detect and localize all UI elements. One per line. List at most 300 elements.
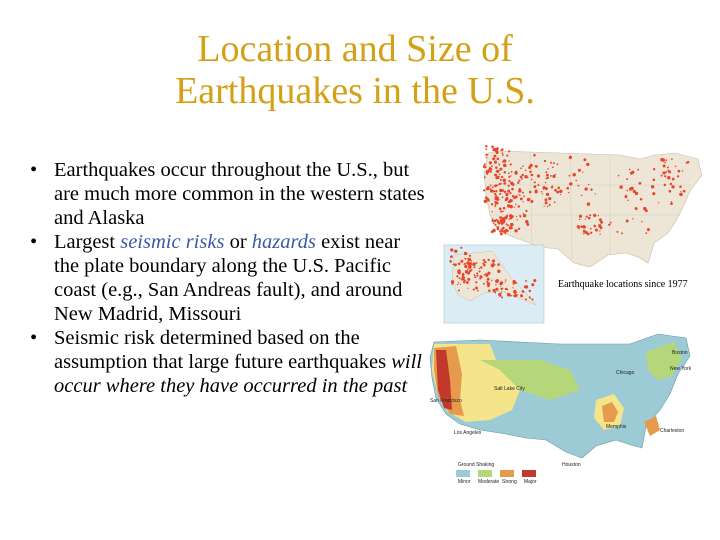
quake-dot <box>506 224 508 226</box>
quake-dot <box>525 298 527 300</box>
quake-dot <box>569 156 572 159</box>
quake-dot <box>577 225 580 228</box>
quake-dot <box>499 189 502 192</box>
quake-dot <box>499 193 501 195</box>
quake-dot <box>599 218 602 221</box>
quake-dot <box>626 190 627 191</box>
quake-dot <box>547 206 548 207</box>
quake-dot <box>493 146 494 147</box>
quake-dot <box>452 264 454 266</box>
quake-dot <box>471 260 472 261</box>
quake-dot <box>520 198 523 201</box>
quake-dot <box>464 258 466 260</box>
quake-dot <box>529 170 532 173</box>
quake-dot <box>545 171 547 173</box>
quake-dot <box>495 190 497 192</box>
quake-dot <box>496 227 498 229</box>
quake-dot <box>589 214 591 216</box>
bullet-text-post: exist near the plate boundary along the U.S. Pacific coast (e.g., San Andreas fault), and around New Madrid, Missouri <box>54 231 403 325</box>
quake-dot <box>631 171 634 174</box>
quake-dot <box>533 185 536 188</box>
quake-dot <box>495 280 499 284</box>
quake-dot <box>490 188 492 190</box>
quake-dot <box>626 178 628 180</box>
quake-dot <box>552 166 554 168</box>
quake-dot <box>501 152 503 154</box>
quake-dot <box>635 192 638 195</box>
quake-dot <box>590 188 592 190</box>
quake-dot <box>462 278 465 281</box>
quake-dot <box>512 195 515 198</box>
quake-dot <box>494 155 497 158</box>
quake-dot <box>466 281 469 284</box>
quake-dot <box>630 187 634 191</box>
label-new-york: New York <box>670 366 692 372</box>
quake-dot <box>494 173 497 176</box>
quake-dot <box>495 196 496 197</box>
quake-dot <box>531 283 534 286</box>
quake-dot <box>525 280 527 282</box>
quake-dot <box>544 205 545 206</box>
quake-dot <box>483 283 485 285</box>
quake-dot <box>499 216 502 219</box>
label-san-francisco: San Francisco <box>430 398 462 404</box>
quake-dot <box>513 283 514 284</box>
quake-dot <box>518 180 520 182</box>
quake-dot <box>530 200 533 203</box>
quake-dot <box>477 290 479 292</box>
quake-dot <box>670 202 673 205</box>
quake-dot <box>476 275 478 277</box>
quake-dot <box>584 218 585 219</box>
quake-dot <box>489 161 492 164</box>
quake-dot <box>579 215 582 218</box>
hazard-legend <box>456 470 536 477</box>
quake-dot <box>665 171 667 173</box>
quake-dot <box>457 284 458 285</box>
quake-dot <box>488 289 491 292</box>
legend-label-minor: Minor <box>458 479 471 485</box>
quake-dot <box>494 161 497 164</box>
quake-dot <box>555 174 556 175</box>
map-caption: Earthquake locations since 1977 <box>558 279 688 290</box>
quake-dot <box>511 171 513 173</box>
alaska-map <box>444 245 544 323</box>
quake-dot <box>508 172 510 174</box>
quake-dot <box>640 198 643 201</box>
quake-dot <box>590 228 592 230</box>
legend-swatch-strong <box>500 470 514 477</box>
quake-dot <box>548 197 551 200</box>
quake-dot <box>499 207 502 210</box>
quake-dot <box>506 155 508 157</box>
quake-dot <box>512 280 515 283</box>
quake-dot <box>503 211 504 212</box>
quake-dot <box>533 279 536 282</box>
quake-dot <box>463 281 466 284</box>
quake-dot <box>525 170 527 172</box>
quake-dot <box>458 262 461 265</box>
quake-dot <box>515 196 518 199</box>
quake-dot <box>516 292 517 293</box>
quake-dot <box>514 293 516 295</box>
quake-dot <box>491 211 492 212</box>
quake-dot <box>467 258 470 261</box>
quake-dot <box>510 163 512 165</box>
quake-dot <box>449 260 451 262</box>
quake-dot <box>499 168 502 171</box>
quake-dot <box>467 272 470 275</box>
label-chicago: Chicago <box>616 370 635 376</box>
quake-dot <box>496 219 498 221</box>
quake-dot <box>496 170 498 172</box>
quake-dot <box>541 191 543 193</box>
quake-dot <box>510 223 514 227</box>
quake-dot <box>543 189 544 190</box>
quake-dot <box>514 229 517 232</box>
quake-dot <box>522 165 524 167</box>
quake-dot <box>491 165 493 167</box>
quake-dot <box>496 184 498 186</box>
quake-dot <box>514 171 517 174</box>
quake-dot <box>484 166 486 168</box>
quake-dot <box>584 187 587 190</box>
legend-swatch-major <box>522 470 536 477</box>
quake-dot <box>501 176 503 178</box>
quake-dot <box>511 188 514 191</box>
quake-dot <box>549 204 551 206</box>
quake-dot <box>451 282 453 284</box>
slide-title <box>60 28 650 112</box>
quake-dot <box>671 158 673 160</box>
quake-dot <box>502 288 503 289</box>
quake-dot <box>492 186 494 188</box>
quake-dot <box>479 268 480 269</box>
quake-dot <box>472 262 476 266</box>
quake-dot <box>485 154 487 156</box>
quake-dot <box>495 196 498 199</box>
quake-dot <box>500 232 503 235</box>
quake-dot <box>529 164 532 167</box>
quake-dot <box>546 193 549 196</box>
seismic-hazard-map <box>420 330 710 490</box>
quake-dot <box>583 233 585 235</box>
quake-dot <box>629 169 631 171</box>
quake-dot <box>522 192 524 194</box>
quake-dot <box>579 219 581 221</box>
quake-dot <box>509 201 512 204</box>
quake-dot <box>581 195 583 197</box>
quake-dot <box>531 179 533 181</box>
emphasis-seismic-risks: seismic risks <box>120 231 225 253</box>
quake-dot <box>503 207 506 210</box>
quake-dot <box>503 219 505 221</box>
quake-dot <box>534 190 537 193</box>
quake-dot <box>466 261 469 264</box>
quake-dot <box>582 225 586 229</box>
quake-dot <box>499 230 501 232</box>
quake-dot <box>493 223 494 224</box>
quake-dot <box>500 210 502 212</box>
quake-dot <box>610 222 612 224</box>
quake-dot <box>450 255 453 258</box>
quake-dot <box>621 232 623 234</box>
quake-dot <box>671 201 672 202</box>
quake-dot <box>572 173 575 176</box>
quake-dot <box>454 250 456 252</box>
quake-dot <box>508 176 510 178</box>
quake-dot <box>519 194 521 196</box>
quake-dot <box>569 175 571 177</box>
quake-dot <box>637 169 639 171</box>
quake-dot <box>497 270 500 273</box>
quake-dot <box>475 262 477 264</box>
quake-dot <box>517 194 518 195</box>
quake-dot <box>484 274 485 275</box>
quake-dot <box>554 189 557 192</box>
quake-dot <box>496 157 499 160</box>
quake-dot <box>664 162 666 164</box>
quake-dot <box>458 282 459 283</box>
quake-dot <box>542 193 543 194</box>
quake-dot <box>512 287 513 288</box>
quake-dot <box>460 284 461 285</box>
quake-dot <box>494 224 496 226</box>
legend-label-major: Major <box>524 479 537 485</box>
quake-dot <box>520 167 522 169</box>
quake-dot <box>485 273 487 275</box>
earthquake-location-map <box>440 145 705 325</box>
quake-dot <box>526 223 529 226</box>
bullet-dot: • <box>30 327 38 349</box>
quake-dot <box>483 259 485 261</box>
quake-dot <box>475 281 477 283</box>
quake-dot <box>507 289 509 291</box>
quake-dot <box>598 215 599 216</box>
quake-dot <box>546 174 549 177</box>
quake-dot <box>518 189 522 193</box>
quake-dot <box>499 173 501 175</box>
quake-dot <box>599 233 600 234</box>
quake-dot <box>507 293 511 297</box>
quake-dot <box>508 180 510 182</box>
quake-dot <box>485 148 487 150</box>
quake-dot <box>667 166 669 168</box>
bullet-text-pre: Seismic risk determined based on the assumption that large future earthquakes <box>54 327 392 373</box>
quake-dot <box>626 220 629 223</box>
quake-dot <box>460 260 463 263</box>
quake-dot <box>491 264 495 268</box>
quake-dot <box>494 201 496 203</box>
quake-dot <box>474 276 476 278</box>
quake-dot <box>502 196 504 198</box>
quake-dot <box>492 218 494 220</box>
quake-dot <box>578 169 581 172</box>
quake-dot <box>464 263 466 265</box>
quake-dot <box>519 215 521 217</box>
quake-dot <box>480 277 482 279</box>
quake-dot <box>587 202 590 205</box>
quake-dot <box>503 182 505 184</box>
quake-dot <box>658 202 659 203</box>
quake-dot <box>510 175 511 176</box>
quake-dot <box>508 185 510 187</box>
quake-dot <box>487 199 490 202</box>
quake-dot <box>537 184 539 186</box>
quake-dot <box>671 185 674 188</box>
quake-dot <box>635 207 638 210</box>
quake-dot <box>580 225 582 227</box>
quake-dot <box>460 247 462 249</box>
quake-dot <box>507 190 510 193</box>
quake-dot <box>625 195 628 198</box>
quake-dot <box>467 278 470 281</box>
legend-swatch-moderate <box>478 470 492 477</box>
quake-dot <box>483 264 486 267</box>
quake-dot <box>670 183 672 185</box>
quake-dot <box>495 288 498 291</box>
quake-dot <box>559 189 563 193</box>
quake-dot <box>504 171 507 174</box>
quake-dot <box>468 266 471 269</box>
quake-dot <box>483 189 485 191</box>
quake-dot <box>678 170 681 173</box>
quake-dot <box>485 262 487 264</box>
quake-dot <box>492 157 495 160</box>
title-line-1: Location and Size of <box>197 28 513 70</box>
label-houston: Houston <box>562 462 581 468</box>
quake-dot <box>513 207 514 208</box>
quake-dot <box>665 159 667 161</box>
quake-dot <box>586 216 588 218</box>
quake-dot <box>669 190 672 193</box>
quake-dot <box>495 148 499 152</box>
quake-dot <box>502 154 504 156</box>
quake-dot <box>505 193 508 196</box>
quake-dot <box>524 286 527 289</box>
quake-dot <box>679 193 683 197</box>
quake-dot <box>456 275 458 277</box>
quake-dot <box>500 149 502 151</box>
quake-dot <box>663 171 666 174</box>
bullet-text: Earthquakes occur throughout the U.S., but are much more common in the western states and Alaska <box>54 159 425 229</box>
quake-dot <box>476 272 478 274</box>
quake-dot <box>520 176 522 178</box>
bullet-dot: • <box>30 231 38 253</box>
quake-dot <box>495 204 496 205</box>
quake-dot <box>639 182 642 185</box>
quake-dot <box>517 182 519 184</box>
quake-dot <box>497 263 500 266</box>
bullet-item <box>30 230 430 326</box>
bullet-text-mid: or <box>224 231 252 253</box>
legend-swatch-minor <box>456 470 470 477</box>
quake-dot <box>533 154 536 157</box>
quake-dot <box>487 259 489 261</box>
quake-dot <box>467 288 468 289</box>
quake-dot <box>653 168 655 170</box>
bullet-dot: • <box>30 159 38 181</box>
quake-dot <box>632 218 633 219</box>
quake-dot <box>523 213 524 214</box>
quake-dot <box>647 228 650 231</box>
quake-dot <box>507 204 510 207</box>
quake-dot <box>493 190 495 192</box>
quake-dot <box>593 214 596 217</box>
quake-dot <box>529 191 532 194</box>
quake-dot <box>511 218 513 220</box>
quake-dot <box>498 163 499 164</box>
quake-dot <box>486 157 488 159</box>
quake-dot <box>501 291 502 292</box>
quake-dot <box>509 192 511 194</box>
quake-dot <box>590 232 592 234</box>
quake-dot <box>578 185 580 187</box>
quake-dot <box>457 269 460 272</box>
quake-dot <box>679 185 682 188</box>
label-charleston: Charleston <box>660 428 685 434</box>
quake-dot <box>569 182 572 185</box>
quake-dot <box>462 273 465 276</box>
quake-dot <box>627 199 629 201</box>
quake-dot <box>488 271 490 273</box>
quake-dot <box>516 216 517 217</box>
label-los-angeles: Los Angeles <box>454 430 482 436</box>
quake-dot <box>454 263 457 266</box>
quake-dot <box>556 191 559 194</box>
quake-dot <box>672 178 675 181</box>
quake-dot <box>583 158 586 161</box>
quake-dot <box>473 289 475 291</box>
quake-dot <box>645 232 647 234</box>
quake-dot <box>499 294 502 297</box>
quake-dot <box>508 150 510 152</box>
quake-dot <box>661 175 663 177</box>
quake-dot <box>522 174 524 176</box>
quake-dot <box>680 191 681 192</box>
quake-dot <box>557 187 560 190</box>
quake-dot <box>595 193 596 194</box>
quake-dot <box>667 176 671 180</box>
italic-text: will occur where they have occurred in the past <box>54 351 422 397</box>
quake-dot <box>464 265 467 268</box>
quake-dot <box>594 225 596 227</box>
quake-dot <box>509 226 513 230</box>
quake-dot <box>490 185 492 187</box>
quake-dot <box>458 290 460 292</box>
quake-dot <box>531 298 533 300</box>
quake-dot <box>479 270 481 272</box>
quake-dot <box>469 255 471 257</box>
quake-dot <box>645 209 648 212</box>
quake-dot <box>664 175 666 177</box>
quake-dot <box>475 287 478 290</box>
quake-dot <box>551 186 553 188</box>
legend-label-strong: Strong <box>502 479 517 485</box>
quake-dot <box>683 190 686 193</box>
quake-dot <box>518 205 520 207</box>
quake-dot <box>506 216 508 218</box>
quake-dot <box>459 277 461 279</box>
quake-dot <box>595 229 597 231</box>
quake-dot <box>523 214 526 217</box>
quake-dot <box>588 184 589 185</box>
quake-dot <box>599 230 600 231</box>
label-salt-lake-city: Salt Lake City <box>494 386 525 392</box>
quake-dot <box>505 197 508 200</box>
quake-dot <box>495 166 498 169</box>
quake-dot <box>495 176 498 179</box>
